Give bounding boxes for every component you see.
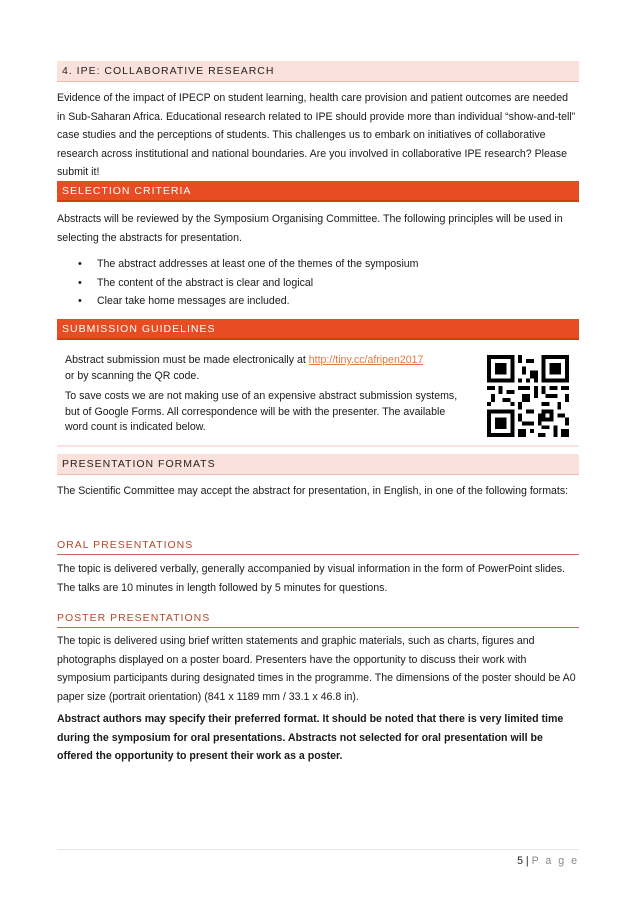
qr-code-icon[interactable] — [487, 355, 569, 437]
submission-guidelines-title: SUBMISSION GUIDELINES — [62, 323, 216, 335]
section-4-title: 4. IPE: COLLABORATIVE RESEARCH — [62, 65, 275, 77]
page-label: P a g e — [531, 855, 579, 867]
submission-box — [57, 343, 579, 447]
bullet-item: • The abstract addresses at least one of the themes of the symposium — [57, 255, 579, 274]
submission-link[interactable]: http://tiny.cc/afripen2017 — [308, 354, 424, 366]
selection-bullet-list — [57, 255, 579, 311]
oral-presentations-title: ORAL PRESENTATIONS — [57, 539, 194, 551]
selection-intro: Abstracts will be reviewed by the Symposium Organising Committee. The following principles will be used in selecting the abstracts for presentation. — [57, 213, 563, 244]
selection-criteria-title: SELECTION CRITERIA — [62, 185, 192, 197]
page-number: 5 — [517, 855, 523, 867]
oral-presentations-header — [57, 536, 579, 555]
submission-instructions — [65, 353, 460, 384]
bullet-item: • The content of the abstract is clear and logical — [57, 274, 579, 293]
page-footer — [517, 855, 579, 867]
section-4-header — [57, 61, 579, 82]
presentation-formats-header — [57, 454, 579, 475]
selection-criteria-header — [57, 181, 579, 202]
submission-qr-text: or by scanning the QR code. — [65, 369, 200, 382]
footer-separator: | — [522, 855, 532, 867]
presentation-formats-title: PRESENTATION FORMATS — [62, 458, 216, 470]
oral-body: The topic is delivered verbally, generally accompanied by visual information in the form of PowerPoint slides. The talks are 10 minutes in length followed by 5 minutes for questions. — [57, 563, 565, 594]
bullet-item: • Clear take home messages are included. — [57, 292, 579, 311]
poster-presentations-title: POSTER PRESENTATIONS — [57, 612, 211, 624]
formats-intro: The Scientific Committee may accept the abstract for presentation, in English, in one of the following formats: — [57, 485, 569, 497]
submission-line-text: Abstract submission must be made electronically at — [65, 354, 309, 366]
format-preference-note: Abstract authors may specify their preferred format. It should be noted that there is very limited time during the symposium for oral presentations. Abstracts not selected for oral presentation will be offered the opportunity to present their work as a poster. — [57, 713, 564, 762]
submission-cost-note: To save costs we are not making use of an expensive abstract submission systems, but of Google Forms. All correspondence will be with the presenter. The available word count is indicated below. — [65, 390, 458, 433]
section-4-body: Evidence of the impact of IPECP on student learning, health care provision and patient outcomes are needed in Sub-Saharan Africa. Educational research related to IPE should provide more than individual “show-and-tell” case studies and the perceptions of students. This challenges us to embark on initiatives of collaborative research across institutional and national boundaries. Are you involved in collaborative IPE research? Please submit it! — [57, 92, 576, 178]
poster-body: The topic is delivered using brief written statements and graphic materials, such as charts, figures and photographs displayed on a poster board. Presenters have the opportunity to discuss their work with symposium participants during designated times in the programme. The dimensions of the poster should be A0 paper size (portrait orientation) (841 x 1189 mm / 33.1 x 46.8 in). — [57, 635, 576, 703]
submission-guidelines-header — [57, 319, 579, 340]
footer-divider — [57, 849, 579, 850]
poster-presentations-header — [57, 609, 579, 628]
